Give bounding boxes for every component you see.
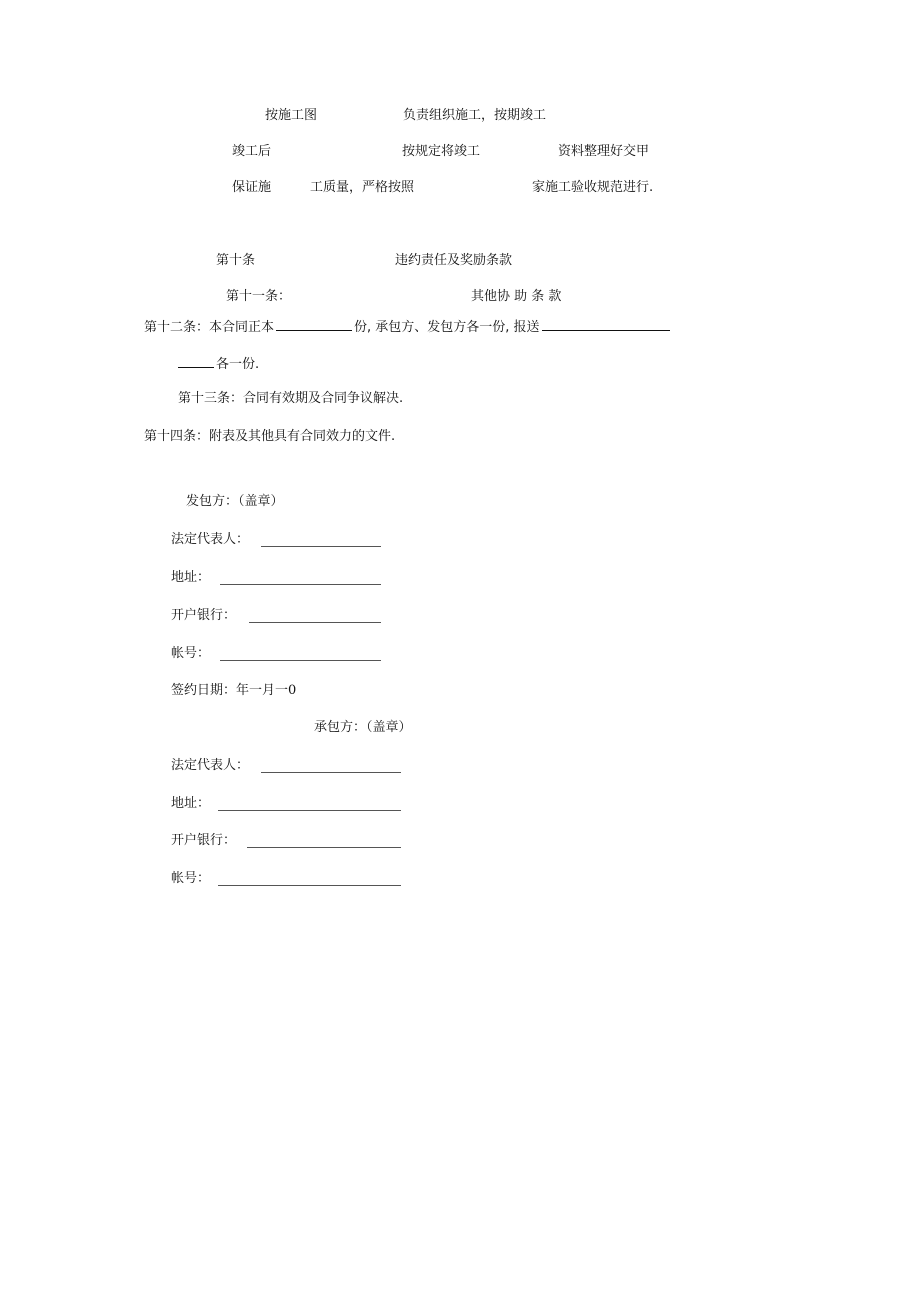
construction-row2-c: 资料整理好交甲 — [558, 144, 650, 159]
employer-bank-field — [249, 622, 381, 623]
article12-suffix: 各一份. — [216, 357, 260, 372]
construction-row3-b: 工质量，严格按照 — [310, 180, 415, 195]
article12-line1 — [144, 318, 672, 334]
employer-account-field — [220, 660, 381, 661]
contractor-bank-label: 开户银行： — [171, 833, 237, 848]
construction-row2-b: 按规定将竣工 — [402, 144, 481, 159]
article11-title: 其他协 助 条 款 — [471, 289, 562, 304]
employer-heading: 发包方：（盖章） — [186, 494, 284, 509]
construction-row1-a: 按施工图 — [265, 108, 318, 123]
article14-text: 第十四条：附表及其他具有合同效力的文件. — [144, 429, 396, 444]
article13-text: 第十三条：合同有效期及合同争议解决. — [178, 391, 404, 406]
article10-title: 违约责任及奖励条款 — [395, 253, 513, 268]
article12-prefix: 第十二条：本合同正本 — [144, 320, 275, 335]
contractor-account-label: 帐号： — [171, 871, 211, 886]
article11-label: 第十一条： — [226, 289, 292, 304]
employer-sign-date: 签约日期：年一月一0 — [171, 683, 297, 698]
employer-legal-rep-field — [261, 546, 381, 547]
employer-legal-rep-label: 法定代表人： — [171, 532, 250, 547]
contractor-heading: 承包方：（盖章） — [314, 720, 412, 735]
employer-address-label: 地址： — [171, 570, 211, 585]
employer-account-label: 帐号： — [171, 646, 211, 661]
construction-row2-a: 竣工后 — [232, 144, 272, 159]
copies-count-blank — [276, 318, 352, 331]
article10-label: 第十条 — [216, 253, 256, 268]
contractor-address-field — [218, 810, 401, 811]
contractor-account-field — [218, 885, 401, 886]
employer-address-field — [220, 584, 381, 585]
article12-middle: 份, 承包方、发包方各一份, 报送 — [354, 320, 540, 335]
contractor-address-label: 地址： — [171, 796, 211, 811]
contractor-legal-rep-field — [261, 772, 401, 773]
employer-bank-label: 开户银行： — [171, 608, 237, 623]
article12-line2 — [178, 355, 259, 371]
report-to-blank — [542, 318, 670, 331]
report-to-blank-continued — [178, 355, 214, 368]
contractor-legal-rep-label: 法定代表人： — [171, 758, 250, 773]
construction-row3-c: 家施工验收规范进行. — [532, 180, 654, 195]
construction-row3-a: 保证施 — [232, 180, 272, 195]
contractor-bank-field — [247, 847, 401, 848]
construction-row1-b: 负责组织施工，按期竣工 — [403, 108, 547, 123]
